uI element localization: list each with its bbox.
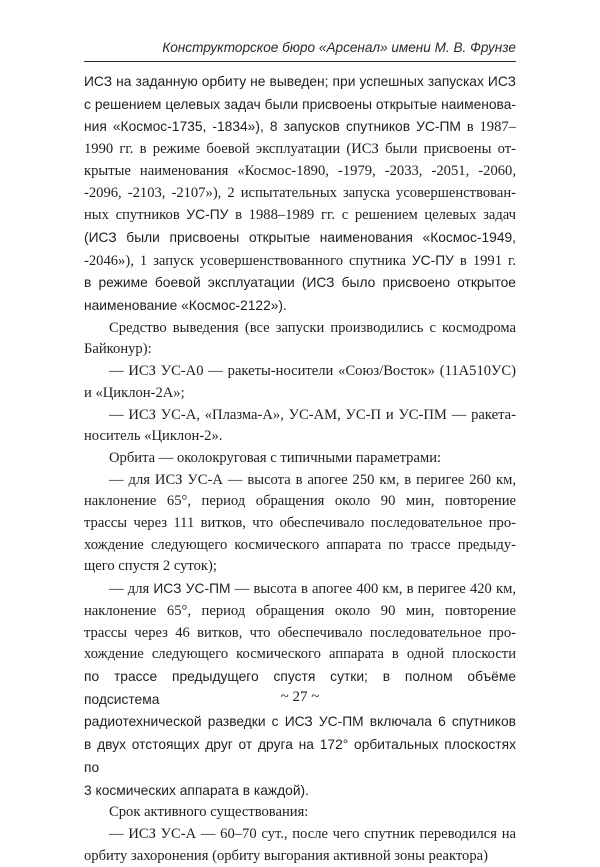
running-header: Конструкторское бюро «Арсенал» имени М. В. Фрунзе	[162, 40, 516, 55]
text-segment: Срок активного существования:	[109, 804, 309, 821]
text-line	[84, 426, 516, 448]
list-item-orbit-us-a	[84, 470, 516, 579]
text-segment: в режиме боевой эксплуатации (ИСЗ было присвоено открытое	[84, 275, 516, 291]
text-segment: — ракеты-носители «Союз/Восток» (11А510УС)	[203, 363, 516, 380]
text-line	[84, 491, 516, 513]
text-line	[84, 227, 516, 250]
text-line	[84, 824, 516, 846]
paragraph-lifetime-intro	[84, 802, 516, 824]
text-line	[84, 780, 516, 803]
text-line	[84, 183, 516, 205]
text-segment: ИСЗ УС-А	[128, 825, 197, 842]
header-rule	[84, 61, 516, 62]
text-line	[84, 448, 516, 470]
text-line	[84, 601, 516, 623]
text-segment: 1990 гг. в режиме боевой эксплуатации (ИСЗ были присвоены от-	[84, 141, 516, 158]
text-segment: орбиту захоронения (орбиту выгорания активной зоны реактора)	[84, 847, 488, 864]
text-segment: крытые наименования «Космос-1890, -1979, -2033, -2051, -2060,	[84, 162, 516, 179]
page-number: ~ 27 ~	[280, 689, 320, 705]
paragraph-launch-vehicle-intro	[84, 318, 516, 361]
text-segment: — для	[109, 471, 155, 488]
text-segment: хождение следующего космического аппарата в одной плоскости	[84, 646, 516, 663]
text-segment: —	[109, 406, 129, 423]
text-line	[84, 405, 516, 427]
text-segment: наклонение 65°, период обращения около 90 мин, повторение	[84, 602, 516, 619]
text-line	[84, 556, 516, 578]
text-segment: и «Циклон-2А»;	[84, 384, 185, 401]
text-line	[84, 802, 516, 824]
text-line	[84, 318, 516, 340]
text-segment: носитель «Циклон-2».	[84, 428, 223, 445]
text-segment: — ракета-	[446, 406, 516, 423]
list-item-us-a0	[84, 361, 516, 404]
text-segment: ИСЗ УС-ПМ	[153, 581, 231, 597]
text-line	[84, 339, 516, 361]
text-line	[84, 161, 516, 183]
text-segment: по трассе предыдущего спустя сутки; в полном объёме подсистема	[84, 668, 516, 707]
text-segment: -2096, -2103, -2107»), 2 испытательных запуска усовершенствован-	[84, 184, 516, 201]
text-segment: щего спустя 2 суток);	[84, 558, 217, 575]
text-line	[84, 470, 516, 492]
list-item-lifetime-us-a	[84, 824, 516, 867]
text-line	[84, 513, 516, 535]
text-segment: ных спутников	[84, 207, 187, 224]
text-segment: — для	[109, 581, 154, 598]
text-segment: УС-ПУ	[411, 252, 454, 268]
text-line	[84, 250, 516, 273]
text-segment: ния «Космос-1735, -1834»), 8 запусков спутников	[84, 119, 417, 135]
text-line	[84, 846, 516, 867]
text-line	[84, 204, 516, 227]
text-line	[84, 116, 516, 139]
text-line	[84, 623, 516, 645]
text-segment: включала 6 спутников	[363, 714, 516, 730]
text-segment: в 1987–	[460, 119, 516, 136]
text-segment: трассы через 46 витков, что обеспечивало последовательное про-	[84, 624, 516, 641]
page-body	[84, 71, 516, 867]
text-segment: Орбита — околокруговая с типичными параметрами:	[109, 449, 442, 466]
text-line	[84, 734, 516, 779]
text-segment: ИСЗ УС-А0	[128, 363, 204, 380]
text-line	[84, 578, 516, 601]
text-segment: ИСЗ на заданную орбиту не выведен; при успешных запусках ИСЗ	[84, 74, 516, 89]
text-segment: —	[109, 825, 129, 842]
text-segment: —	[109, 363, 129, 380]
text-segment: Байконур):	[84, 341, 152, 358]
text-segment: наклонение 65°, период обращения около 90 мин, повторение	[84, 493, 516, 510]
text-line	[84, 71, 516, 94]
text-segment: УС-ПМ	[416, 119, 461, 135]
text-segment: ИСЗ УС-А	[154, 471, 223, 488]
text-line	[84, 383, 516, 405]
text-segment: ИСЗ УС-А, «Плазма-А», УС-АМ, УС-П и УС-ПМ	[128, 406, 447, 423]
text-segment: — высота в апогее 400 км, в перигее 420 км,	[230, 581, 517, 598]
text-segment: в двух отстоящих друг от друга на 172° орбитальных плоскостях по	[84, 737, 516, 775]
text-line	[84, 535, 516, 557]
text-line	[84, 711, 516, 734]
text-segment: хождение следующего космического аппарата по трассе предыду-	[84, 536, 516, 553]
text-segment: в 1988–1989 гг. с решением целевых задач	[228, 207, 516, 224]
text-segment: ИСЗ УС-ПМ	[284, 714, 364, 730]
text-segment: УС-ПУ	[186, 207, 229, 223]
text-segment: — высота в апогее 250 км, в перигее 260 км,	[222, 471, 517, 488]
text-line	[84, 139, 516, 161]
list-item-us-a-family	[84, 405, 516, 448]
text-line	[84, 272, 516, 295]
text-segment: -2046»), 1 запуск усовершенствованного спутника	[84, 252, 412, 269]
text-line	[84, 94, 516, 117]
text-segment: трассы через 111 витков, что обеспечивало последовательное про-	[84, 515, 516, 532]
text-segment: — 60–70 сут., после чего спутник переводился на	[196, 825, 516, 842]
text-segment: 3 космических аппарата в каждой).	[84, 782, 309, 798]
text-segment: в 1991 г.	[453, 252, 516, 269]
text-segment: (ИСЗ были присвоены открытые наименования «Космос-1949,	[84, 229, 516, 245]
text-line	[84, 644, 516, 666]
text-segment: радиотехнической разведки с	[84, 714, 285, 730]
text-segment: наименование «Космос-2122»).	[84, 298, 287, 314]
text-segment: Средство выведения (все запуски производились с космодрома	[109, 319, 516, 336]
text-line	[84, 295, 516, 318]
text-segment: с решением целевых задач были присвоены открытые наименова-	[84, 96, 516, 112]
paragraph-launches	[84, 71, 516, 318]
paragraph-orbit-intro	[84, 448, 516, 470]
text-line	[84, 361, 516, 383]
